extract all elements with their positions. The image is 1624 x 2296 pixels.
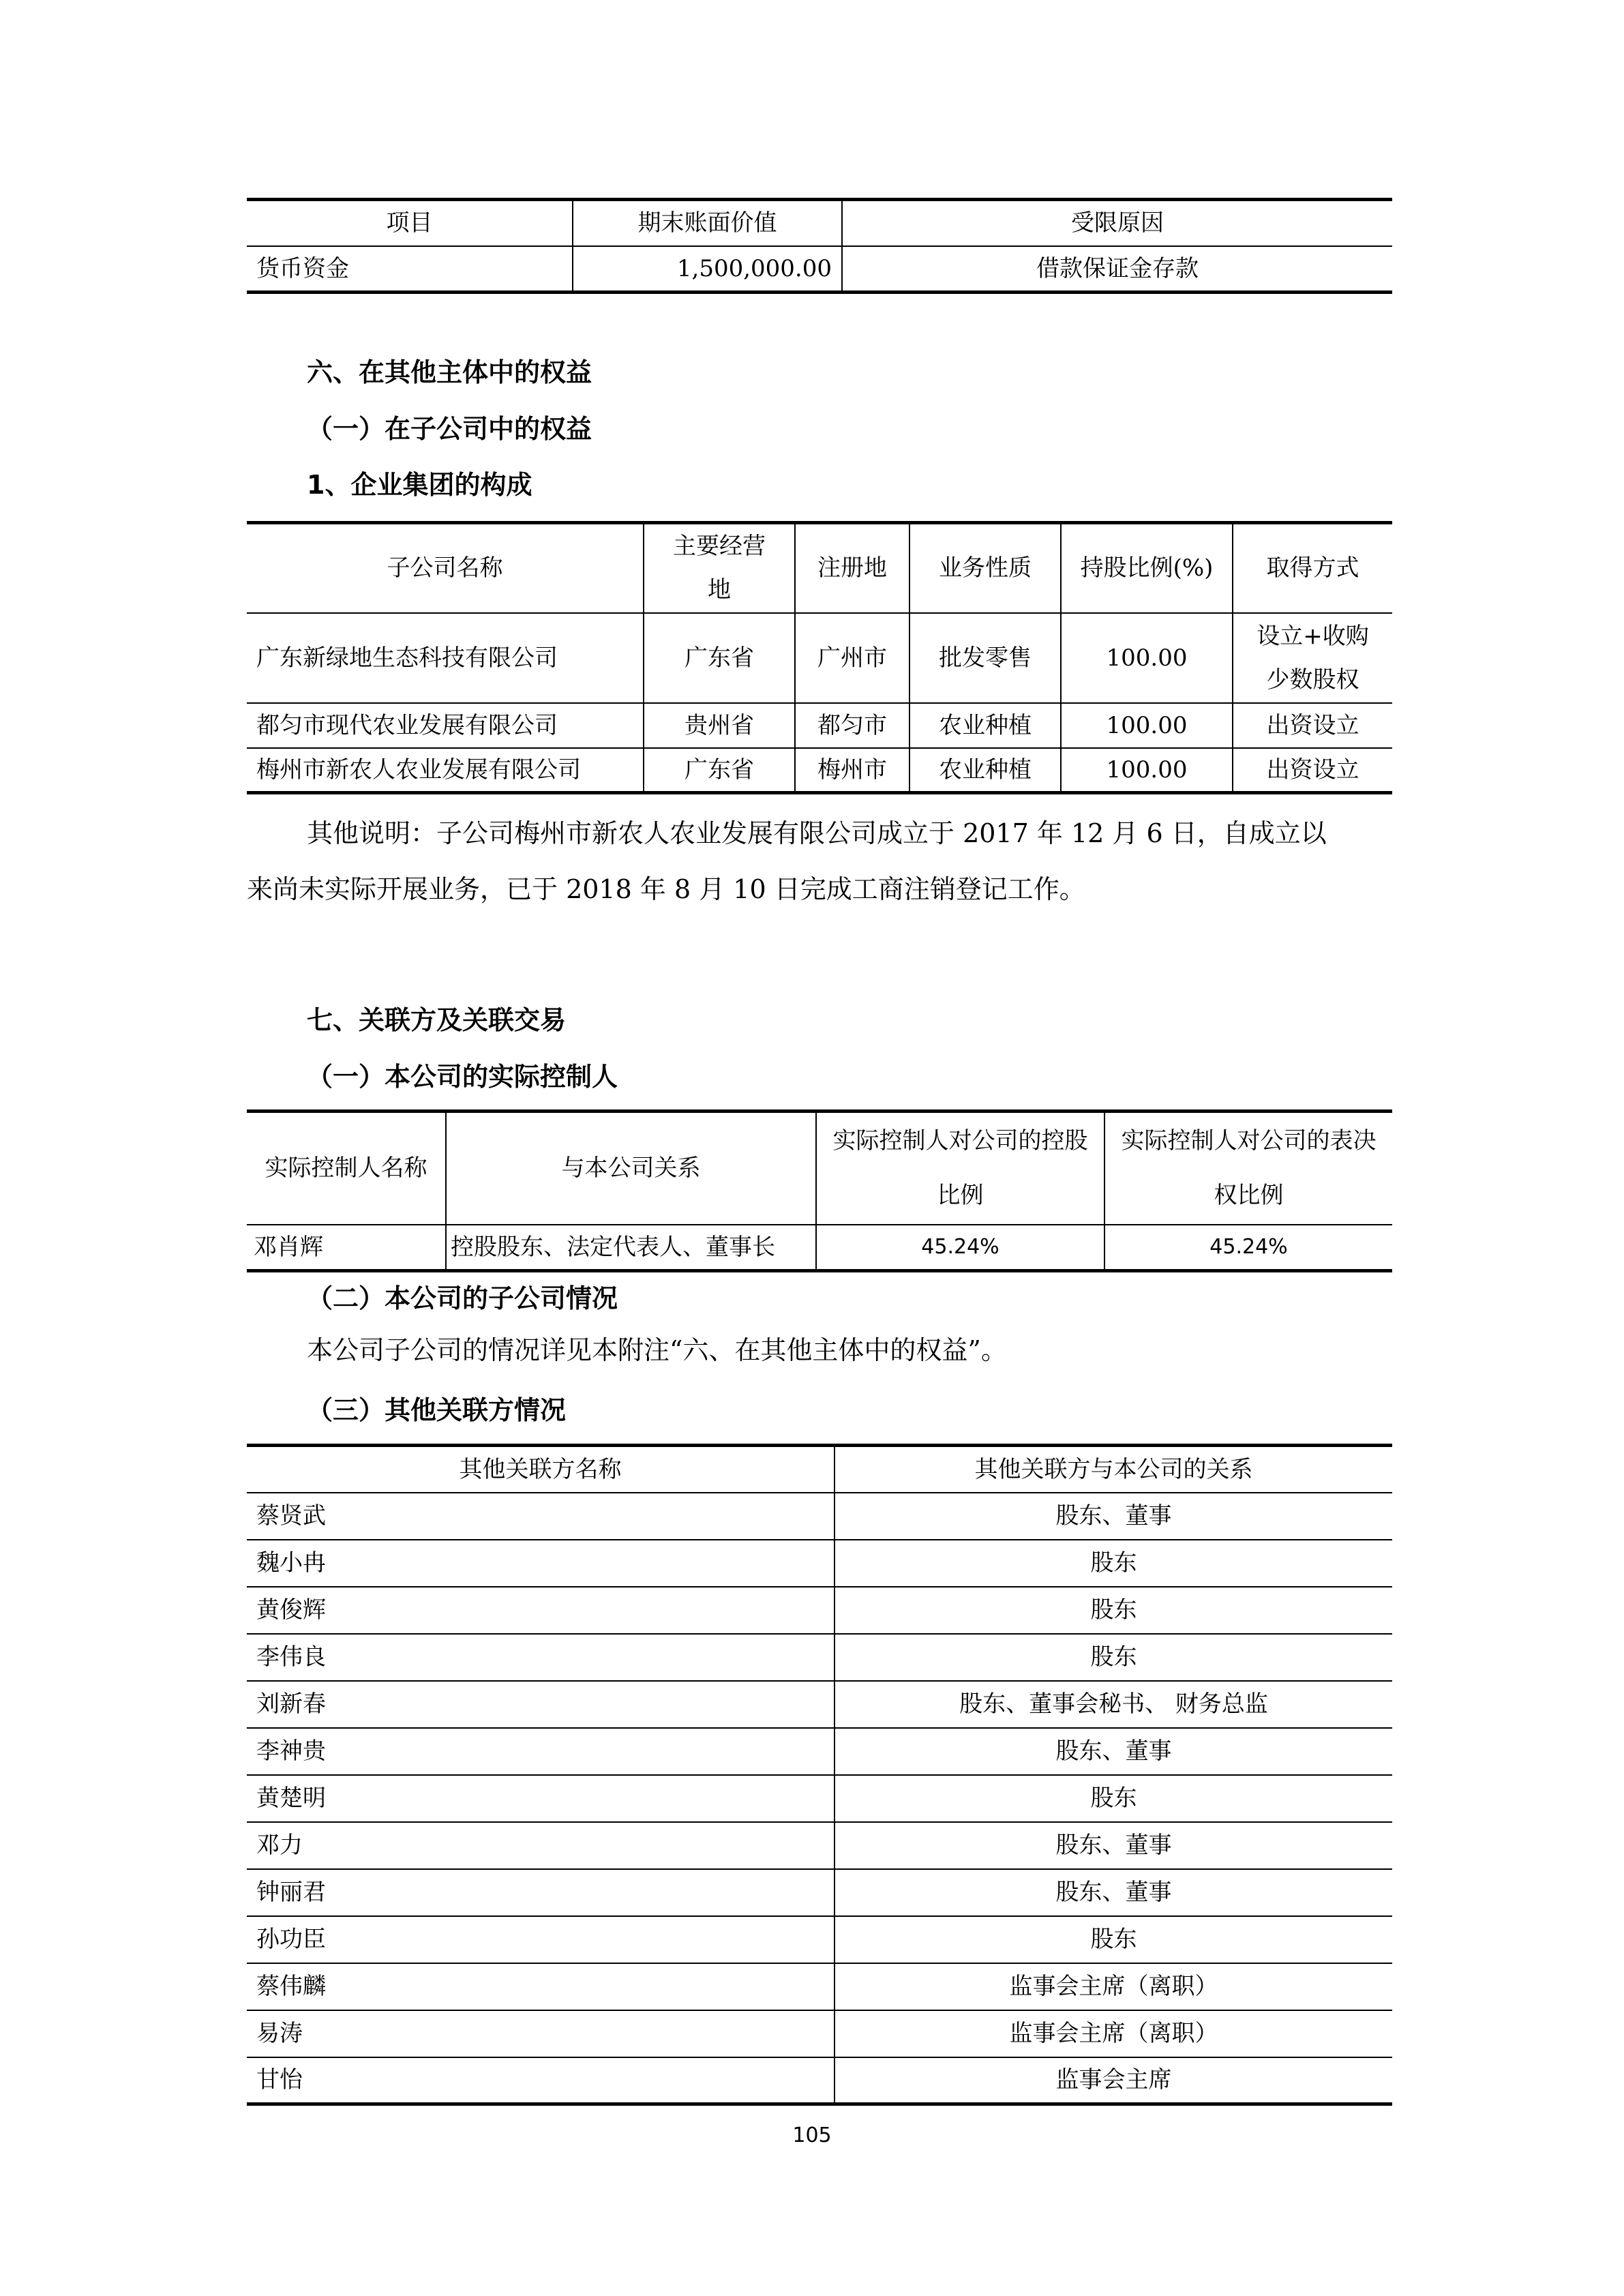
table-cell: 贵州省 bbox=[644, 703, 795, 748]
table-cell: 广东新绿地生态科技有限公司 bbox=[256, 644, 558, 672]
subsection-title: 1、企业集团的构成 bbox=[307, 470, 532, 500]
header-cell: 业务性质 bbox=[909, 523, 1061, 613]
header-cell: 受限原因 bbox=[842, 200, 1392, 246]
table-cell: 100.00 bbox=[1061, 703, 1233, 748]
header-cell: 实际控制人名称 bbox=[265, 1154, 427, 1182]
table-cell: 监事会主席（离职） bbox=[834, 2010, 1392, 2057]
paragraph: 本公司子公司的情况详见本附注“六、在其他主体中的权益”。 bbox=[307, 1335, 1007, 1365]
header-cell: 其他关联方与本公司的关系 bbox=[834, 1446, 1392, 1493]
table-cell: 邓肖辉 bbox=[254, 1233, 323, 1261]
table-cell: 广东省 bbox=[644, 748, 795, 793]
note-paragraph-line: 其他说明：子公司梅州市新农人农业发展有限公司成立于 2017 年 12 月 6 日，自成立以 bbox=[307, 818, 1327, 848]
header-cell: 项目 bbox=[386, 209, 433, 237]
table-cell: 45.24% bbox=[816, 1225, 1104, 1271]
header-cell: 注册地 bbox=[795, 523, 909, 613]
header-cell: 取得方式 bbox=[1233, 523, 1392, 613]
table-cell: 设立+收购少数股权 bbox=[1233, 613, 1392, 703]
table-cell: 广东省 bbox=[644, 613, 795, 703]
table-cell: 股东、董事 bbox=[834, 1822, 1392, 1869]
table-cell: 农业种植 bbox=[909, 748, 1061, 793]
table-cell: 都匀市 bbox=[795, 703, 909, 748]
table-cell: 蔡伟麟 bbox=[256, 1973, 326, 2000]
table-cell: 股东 bbox=[834, 1775, 1392, 1822]
section-title: 七、关联方及关联交易 bbox=[307, 1005, 567, 1035]
table-cell: 蔡贤武 bbox=[256, 1502, 326, 1530]
table-cell: 控股股东、法定代表人、董事长 bbox=[446, 1225, 816, 1271]
table-cell: 1,500,000.00 bbox=[573, 246, 842, 293]
section-title: 六、在其他主体中的权益 bbox=[307, 357, 592, 387]
table-cell: 100.00 bbox=[1061, 613, 1233, 703]
header-cell: 其他关联方名称 bbox=[459, 1455, 622, 1483]
table-cell: 出资设立 bbox=[1233, 748, 1392, 793]
table-cell: 股东 bbox=[834, 1916, 1392, 1963]
table-cell: 刘新春 bbox=[256, 1690, 326, 1718]
header-cell: 子公司名称 bbox=[387, 554, 503, 582]
note-paragraph-line: 来尚未实际开展业务，已于 2018 年 8 月 10 日完成工商注销登记工作。 bbox=[247, 874, 1085, 904]
header-cell: 实际控制人对公司的表决权比例 bbox=[1104, 1112, 1392, 1225]
table-cell: 股东、董事 bbox=[834, 1728, 1392, 1775]
table-cell: 监事会主席 bbox=[834, 2057, 1392, 2104]
table-cell: 股东、董事会秘书、 财务总监 bbox=[834, 1681, 1392, 1728]
header-cell: 持股比例(%) bbox=[1061, 523, 1233, 613]
table-cell: 李神贵 bbox=[256, 1738, 326, 1765]
table-cell: 甘怡 bbox=[256, 2066, 303, 2094]
subsidiaries-table bbox=[247, 521, 1392, 794]
header-cell: 与本公司关系 bbox=[446, 1112, 816, 1225]
table-cell: 监事会主席（离职） bbox=[834, 1963, 1392, 2010]
subsection-title: （三）其他关联方情况 bbox=[307, 1395, 567, 1425]
header-cell: 实际控制人对公司的控股比例 bbox=[816, 1112, 1104, 1225]
related-parties-table bbox=[247, 1444, 1392, 2106]
table-cell: 易涛 bbox=[256, 2020, 303, 2047]
table-cell: 梅州市 bbox=[795, 748, 909, 793]
controller-table bbox=[247, 1109, 1392, 1272]
table-cell: 股东 bbox=[834, 1540, 1392, 1587]
header-cell: 主要经营地 bbox=[644, 523, 795, 613]
table-cell: 45.24% bbox=[1104, 1225, 1392, 1271]
table-cell: 货币资金 bbox=[256, 254, 349, 282]
table-cell: 黄俊辉 bbox=[256, 1596, 326, 1624]
subsection-title: （一）在子公司中的权益 bbox=[307, 414, 592, 444]
table-cell: 李伟良 bbox=[256, 1643, 326, 1671]
table-cell: 出资设立 bbox=[1233, 703, 1392, 748]
header-cell: 期末账面价值 bbox=[573, 200, 842, 246]
table-cell: 广州市 bbox=[795, 613, 909, 703]
table-cell: 股东、董事 bbox=[834, 1493, 1392, 1540]
table-cell: 都匀市现代农业发展有限公司 bbox=[256, 711, 558, 739]
table-cell: 梅州市新农人农业发展有限公司 bbox=[256, 756, 581, 784]
page-number: 105 bbox=[792, 2123, 832, 2147]
table-cell: 100.00 bbox=[1061, 748, 1233, 793]
subsection-title: （一）本公司的实际控制人 bbox=[307, 1062, 618, 1092]
table-cell: 邓力 bbox=[256, 1832, 303, 1859]
table-cell: 借款保证金存款 bbox=[842, 246, 1392, 293]
table-cell: 孙功臣 bbox=[256, 1926, 326, 1953]
table-cell: 股东、董事 bbox=[834, 1869, 1392, 1916]
restricted-assets-table bbox=[247, 198, 1392, 294]
table-cell: 股东 bbox=[834, 1634, 1392, 1681]
table-cell: 股东 bbox=[834, 1587, 1392, 1634]
table-cell: 钟丽君 bbox=[256, 1879, 326, 1906]
table-cell: 黄楚明 bbox=[256, 1785, 326, 1812]
table-cell: 农业种植 bbox=[909, 703, 1061, 748]
subsection-title: （二）本公司的子公司情况 bbox=[307, 1283, 618, 1313]
table-cell: 魏小冉 bbox=[256, 1549, 326, 1577]
table-cell: 批发零售 bbox=[909, 613, 1061, 703]
